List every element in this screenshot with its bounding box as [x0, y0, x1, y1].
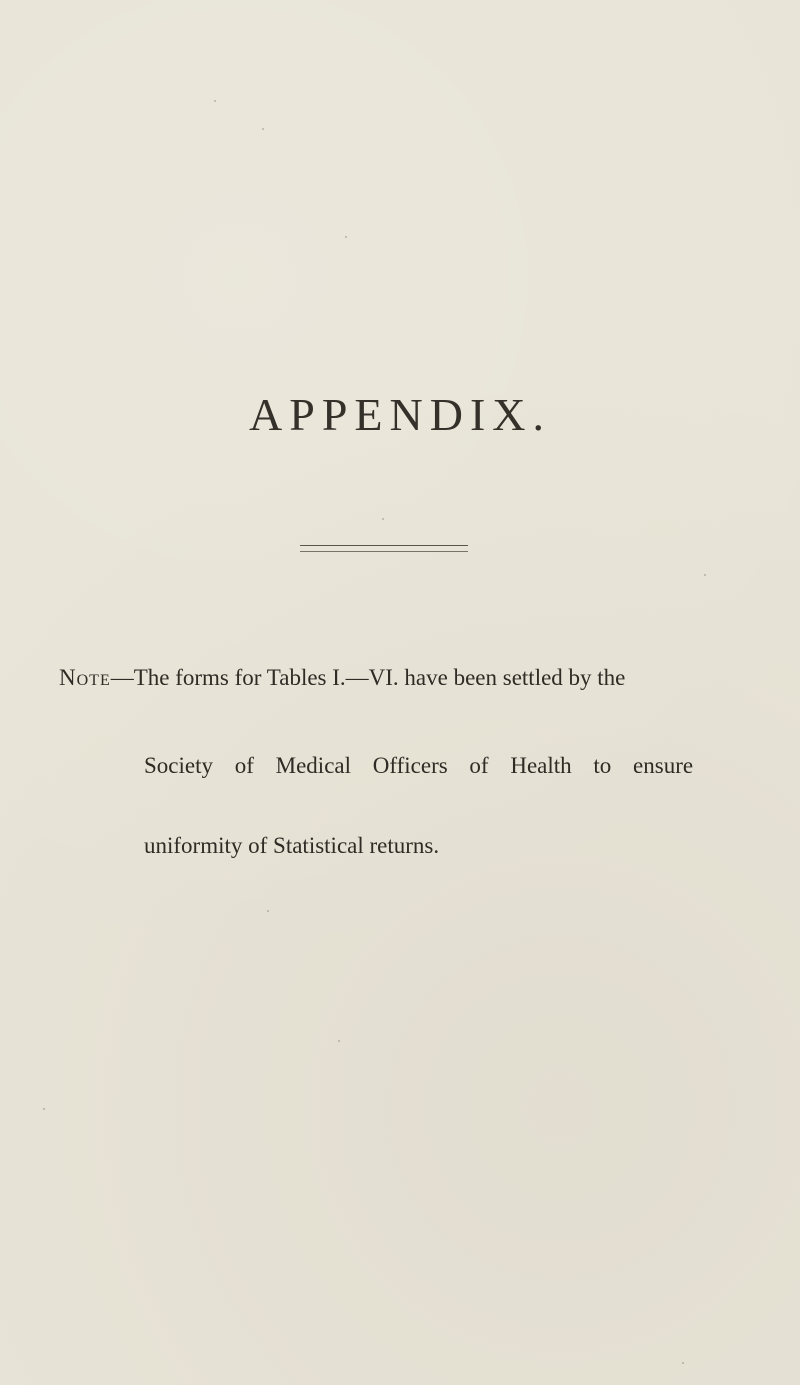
- paper-speck: [43, 1108, 45, 1110]
- note-text-line-1: —The forms for Tables I.—VI. have been settled by the: [110, 665, 626, 690]
- paper-speck: [382, 518, 384, 520]
- note-line-3: [144, 833, 439, 859]
- paper-speck: [267, 910, 269, 912]
- note-text-line-2: Society of Medical Officers of Health to ensure: [144, 753, 694, 778]
- appendix-title: APPENDIX.: [249, 389, 551, 440]
- paper-speck: [704, 574, 706, 576]
- paper-speck: [214, 100, 216, 102]
- title-divider-rule: [300, 545, 468, 552]
- note-text-line-3: uniformity of Statistical returns.: [144, 833, 440, 858]
- paper-speck: [345, 236, 347, 238]
- paper-speck: [682, 1362, 684, 1364]
- note-label: Note: [59, 665, 111, 690]
- paper-speck: [262, 128, 264, 130]
- note-line-1: [59, 665, 739, 691]
- note-line-2: [144, 753, 693, 779]
- paper-speck: [338, 1040, 340, 1042]
